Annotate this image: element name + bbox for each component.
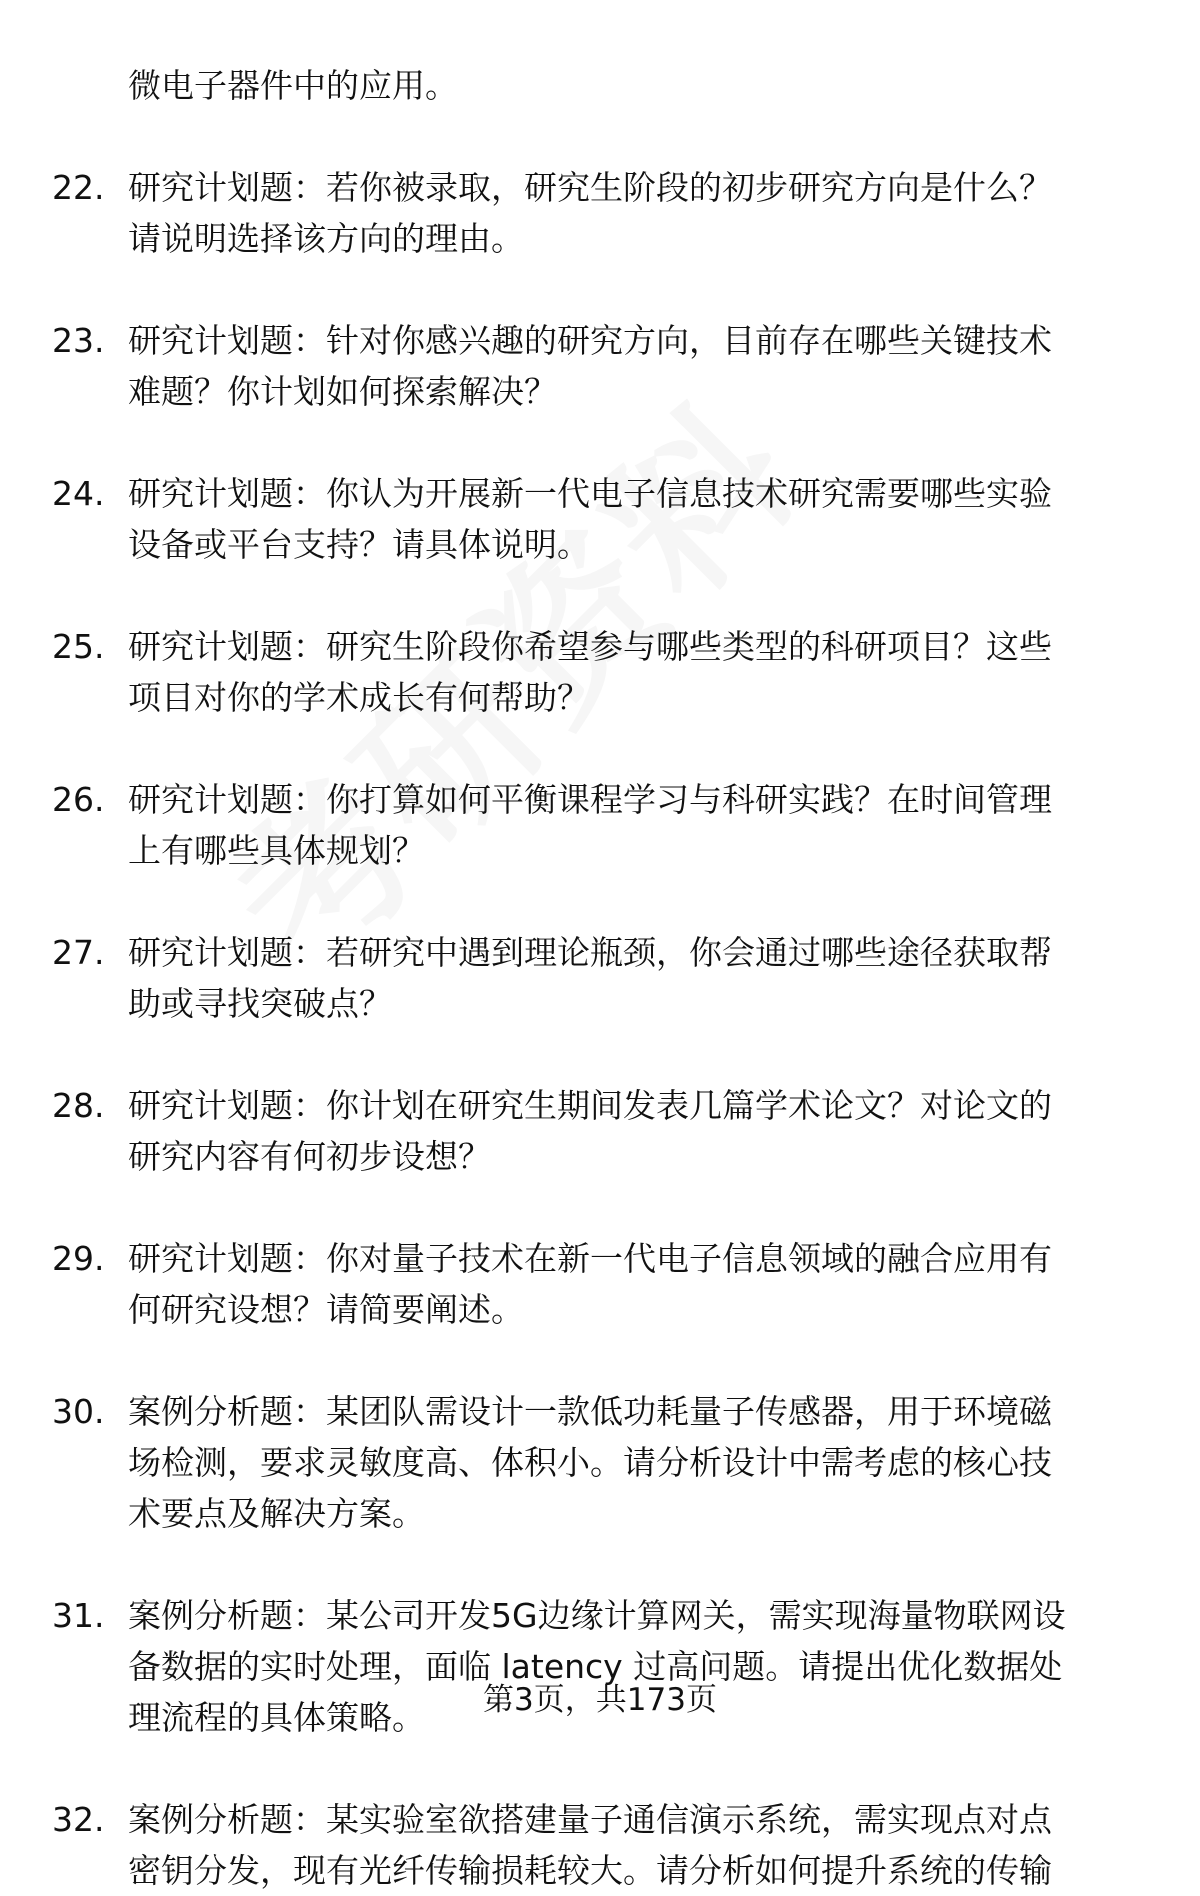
item-text-line: 研究计划题：研究生阶段你希望参与哪些类型的科研项目？这些 — [128, 627, 1052, 666]
list-item — [0, 1386, 1200, 1539]
item-text — [128, 927, 1148, 1029]
item-number: 22. — [52, 168, 105, 207]
item-number: 27. — [52, 933, 105, 972]
item-number: 24. — [52, 474, 105, 513]
list-item — [0, 315, 1200, 417]
item-text-line: 术要点及解决方案。 — [128, 1494, 425, 1533]
item-text — [128, 468, 1148, 570]
item-number: 31. — [52, 1596, 105, 1635]
list-item — [0, 774, 1200, 876]
list-item — [0, 1233, 1200, 1335]
item-text-line: 密钥分发，现有光纤传输损耗较大。请分析如何提升系统的传输 — [128, 1851, 1052, 1890]
item-text-line: 上有哪些具体规划？ — [128, 831, 425, 870]
continuation-text — [0, 60, 1200, 111]
item-number: 26. — [52, 780, 105, 819]
item-text — [128, 162, 1148, 264]
item-text-line: 研究计划题：你对量子技术在新一代电子信息领域的融合应用有 — [128, 1239, 1052, 1278]
list-item — [0, 1794, 1200, 1896]
item-text-line: 研究计划题：你计划在研究生期间发表几篇学术论文？对论文的 — [128, 1086, 1052, 1125]
list-item — [0, 1590, 1200, 1743]
item-text-line: 理流程的具体策略。 — [128, 1698, 425, 1737]
continuation-line: 微电子器件中的应用。 — [128, 66, 458, 105]
item-number: 28. — [52, 1086, 105, 1125]
list-item — [0, 927, 1200, 1029]
item-text — [128, 774, 1148, 876]
item-number: 23. — [52, 321, 105, 360]
item-number: 30. — [52, 1392, 105, 1431]
item-text-line: 研究计划题：若研究中遇到理论瓶颈，你会通过哪些途径获取帮 — [128, 933, 1052, 972]
item-text-line: 备数据的实时处理，面临 latency 过高问题。请提出优化数据处 — [128, 1647, 1063, 1686]
item-text-line: 项目对你的学术成长有何帮助？ — [128, 678, 590, 717]
item-text-line: 案例分析题：某实验室欲搭建量子通信演示系统，需实现点对点 — [128, 1800, 1052, 1839]
items-container — [0, 162, 1200, 1896]
item-text-line: 设备或平台支持？请具体说明。 — [128, 525, 590, 564]
page-footer: 第3页，共173页 — [483, 1682, 717, 1718]
item-text — [128, 1590, 1148, 1743]
item-text — [128, 621, 1148, 723]
list-item — [0, 621, 1200, 723]
list-item — [0, 1080, 1200, 1182]
item-text-line: 研究计划题：你打算如何平衡课程学习与科研实践？在时间管理 — [128, 780, 1052, 819]
question-list — [0, 60, 1200, 1896]
item-text-line: 难题？你计划如何探索解决？ — [128, 372, 557, 411]
item-text-line: 请说明选择该方向的理由。 — [128, 219, 524, 258]
item-text-line: 案例分析题：某团队需设计一款低功耗量子传感器，用于环境磁 — [128, 1392, 1052, 1431]
item-text — [128, 1794, 1148, 1896]
item-text — [128, 315, 1148, 417]
list-item — [0, 468, 1200, 570]
item-text-line: 何研究设想？请简要阐述。 — [128, 1290, 524, 1329]
item-text-line: 研究计划题：你认为开展新一代电子信息技术研究需要哪些实验 — [128, 474, 1052, 513]
list-item — [0, 162, 1200, 264]
item-text-line: 研究计划题：若你被录取，研究生阶段的初步研究方向是什么？ — [128, 168, 1052, 207]
item-text — [128, 1386, 1148, 1539]
item-text-line: 研究计划题：针对你感兴趣的研究方向，目前存在哪些关键技术 — [128, 321, 1052, 360]
item-number: 32. — [52, 1800, 105, 1839]
item-text-line: 助或寻找突破点？ — [128, 984, 392, 1023]
item-text-line: 场检测，要求灵敏度高、体积小。请分析设计中需考虑的核心技 — [128, 1443, 1052, 1482]
item-text-line: 研究内容有何初步设想？ — [128, 1137, 491, 1176]
item-number: 25. — [52, 627, 105, 666]
item-text-line: 案例分析题：某公司开发5G边缘计算网关，需实现海量物联网设 — [128, 1596, 1066, 1635]
item-text — [128, 1080, 1148, 1182]
item-text — [128, 1233, 1148, 1335]
item-number: 29. — [52, 1239, 105, 1278]
